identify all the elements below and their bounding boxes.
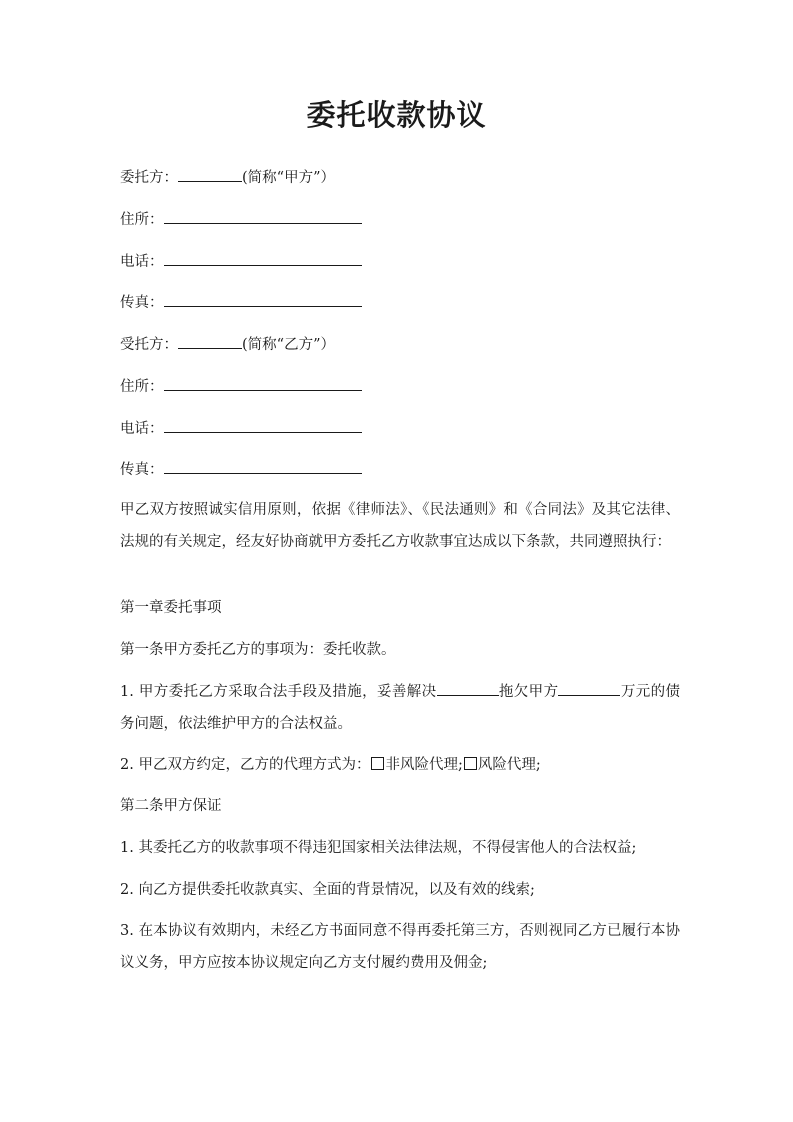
- party-a-fax-label: 传真：: [120, 295, 164, 311]
- party-b-line: [120, 333, 680, 355]
- risk-checkbox[interactable]: [464, 757, 477, 770]
- item-1-paragraph: [120, 676, 680, 740]
- non-risk-checkbox[interactable]: [371, 757, 384, 770]
- article-2-heading: 第二条甲方保证: [120, 798, 222, 814]
- party-a-fax-blank[interactable]: [164, 291, 362, 307]
- party-a-phone-label: 电话：: [120, 254, 164, 270]
- party-a-phone-blank[interactable]: [164, 250, 362, 266]
- party-b-fax-blank[interactable]: [164, 458, 362, 474]
- party-b-address-label: 住所：: [120, 379, 164, 395]
- party-b-suffix: (简称“乙方”）: [242, 337, 335, 353]
- item-1-text-1: 1. 甲方委托乙方采取合法手段及措施，妥善解决: [120, 684, 437, 700]
- item-2-line: [120, 755, 680, 775]
- party-a-address-line: [120, 208, 680, 230]
- party-a-line: [120, 166, 680, 188]
- risk-label: 风险代理;: [477, 757, 541, 773]
- chapter-1-heading: 第一章委托事项: [120, 600, 222, 616]
- party-b-address-blank[interactable]: [164, 375, 362, 391]
- guarantee-3: 3. 在本协议有效期内，未经乙方书面同意不得再委托第三方，否则视同乙方已履行本协议义务，甲方应按本协议规定向乙方支付履约费用及佣金;: [120, 923, 680, 971]
- non-risk-label: 非风险代理;: [385, 757, 463, 773]
- document-title: 委托收款协议: [306, 98, 487, 132]
- party-a-name-blank[interactable]: [178, 166, 242, 182]
- party-a-phone-line: [120, 250, 680, 272]
- item-2-text: 2. 甲乙双方约定，乙方的代理方式为：: [120, 757, 371, 773]
- party-a-fax-line: [120, 291, 680, 313]
- party-b-fax-line: [120, 458, 680, 480]
- guarantee-1: 1. 其委托乙方的收款事项不得违犯国家相关法律法规，不得侵害他人的合法权益;: [120, 840, 637, 856]
- party-b-label: 受托方：: [120, 337, 178, 353]
- party-b-phone-line: [120, 417, 680, 439]
- party-b-fax-label: 传真：: [120, 462, 164, 478]
- article-1: 第一条甲方委托乙方的事项为：委托收款。: [120, 642, 396, 658]
- amount-blank[interactable]: [558, 680, 620, 696]
- party-a-suffix: (简称“甲方”）: [242, 170, 335, 186]
- party-a-label: 委托方：: [120, 170, 178, 186]
- party-a-address-blank[interactable]: [164, 208, 362, 224]
- debtor-blank[interactable]: [437, 680, 499, 696]
- party-b-name-blank[interactable]: [178, 333, 242, 349]
- item-1-text-2: 拖欠甲方: [498, 684, 559, 700]
- party-b-address-line: [120, 375, 680, 397]
- guarantee-2: 2. 向乙方提供委托收款真实、全面的背景情况，以及有效的线索;: [120, 882, 535, 898]
- preamble-paragraph: 甲乙双方按照诚实信用原则，依据《律师法》、《民法通则》和《合同法》及其它法律、法规的有关规定，经友好协商就甲方委托乙方收款事宜达成以下条款，共同遵照执行：: [120, 502, 680, 550]
- item-1-text-3: 万元的债务问题，依法维护甲方的合法权益。: [120, 684, 681, 732]
- party-a-address-label: 住所：: [120, 212, 164, 228]
- party-b-phone-label: 电话：: [120, 421, 164, 437]
- party-b-phone-blank[interactable]: [164, 417, 362, 433]
